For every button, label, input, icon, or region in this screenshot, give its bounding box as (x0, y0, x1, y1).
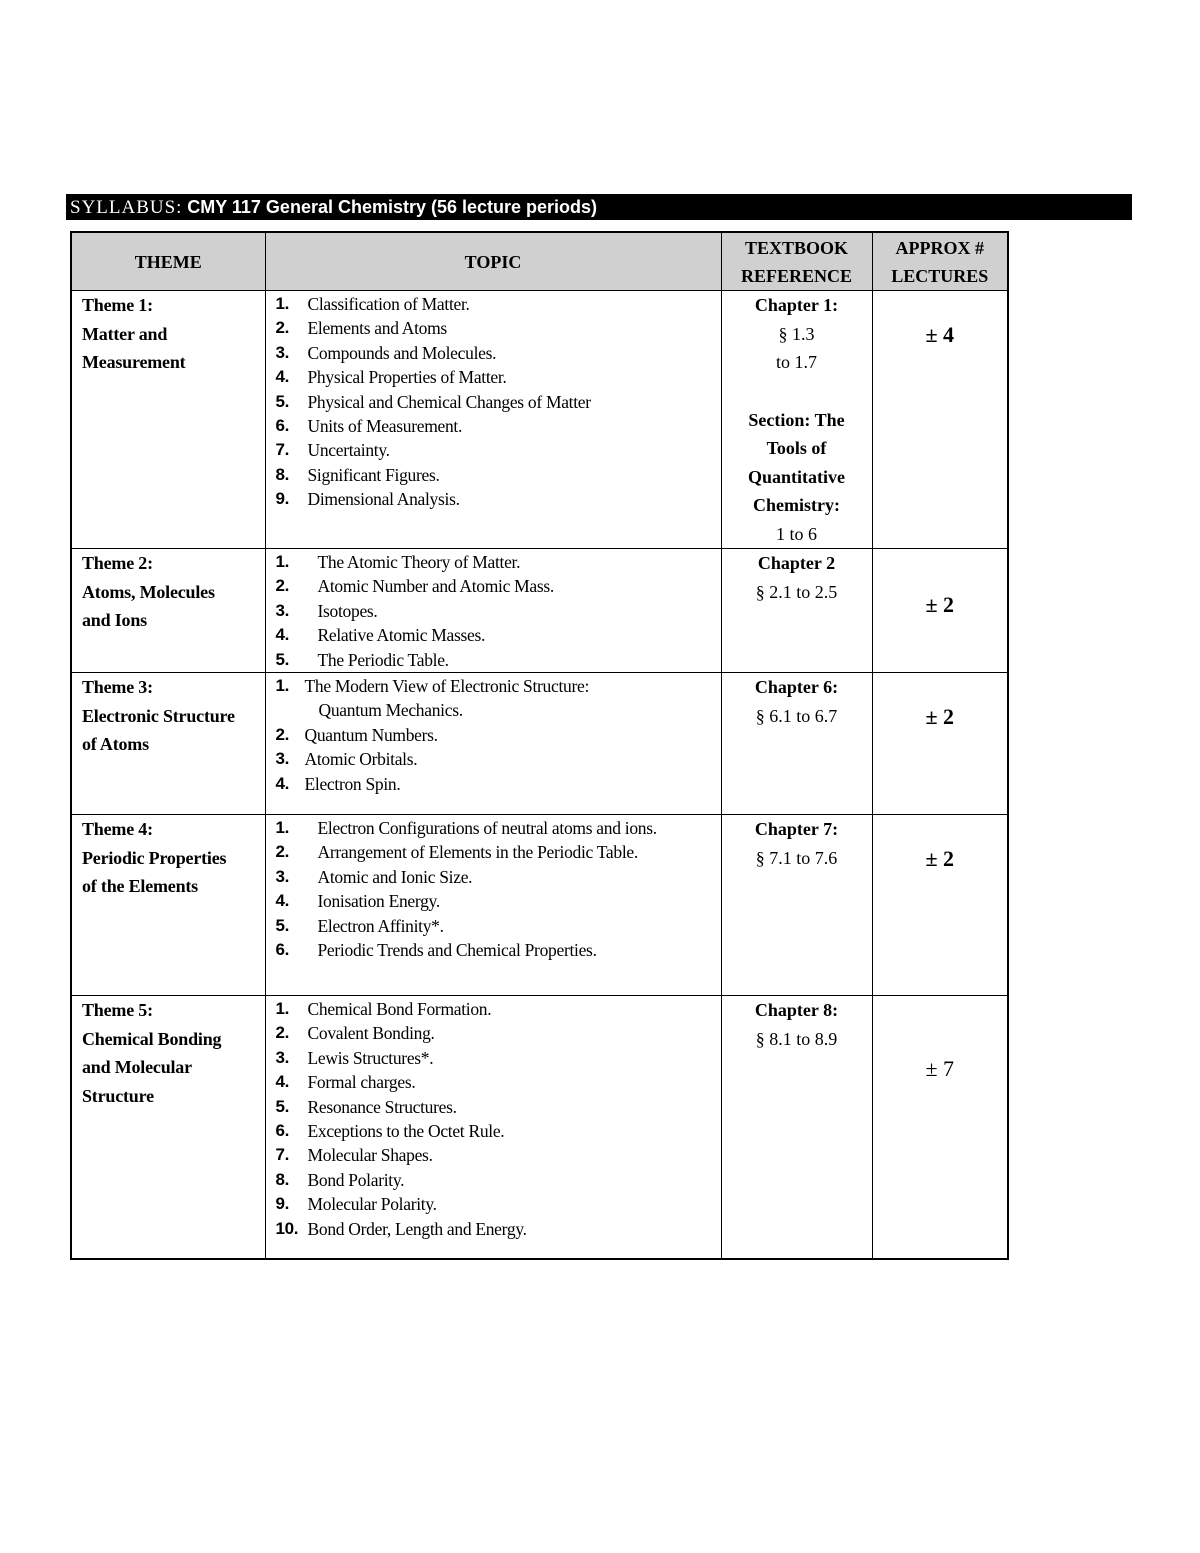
chapter-label: Chapter 7: (754, 819, 839, 840)
topic-item (266, 1192, 721, 1216)
topic-number: 8. (275, 464, 290, 484)
header-topic: TOPIC (265, 232, 721, 291)
theme-cell (71, 673, 265, 815)
topic-item (266, 1143, 721, 1167)
chapter-label: Chapter 6: (754, 677, 839, 698)
topic-item (266, 816, 701, 840)
theme-name-line: and Ions (82, 610, 147, 630)
section-range: § 1.3 (778, 323, 815, 344)
topic-number: 7. (275, 1145, 290, 1165)
topic-text: Atomic Orbitals. (304, 749, 418, 770)
topic-number: 4. (275, 891, 290, 911)
theme-row-4 (71, 815, 1008, 996)
topic-text: Isotopes. (317, 600, 378, 621)
topic-item (266, 1070, 721, 1094)
section-range: § 6.1 to 6.7 (755, 705, 838, 726)
topic-text: Uncertainty. (307, 440, 390, 461)
lecture-count: ± 7 (925, 1056, 955, 1082)
section-range: 1 to 6 (775, 523, 817, 544)
theme-name-line: Matter and (82, 323, 168, 344)
lecture-count-cell (872, 291, 1008, 549)
topic-item (266, 1046, 721, 1070)
topic-number: 6. (275, 940, 290, 960)
topic-number: 5. (275, 915, 290, 935)
theme-name-line: Periodic Properties (82, 847, 227, 868)
topic-text: Lewis Structures*. (307, 1047, 434, 1068)
topic-text: Molecular Shapes. (307, 1145, 433, 1166)
topic-item (266, 1168, 721, 1192)
section-range: § 2.1 to 2.5 (755, 581, 838, 602)
theme-name-line: Chemical Bonding (82, 1028, 222, 1049)
lecture-count: ± 4 (925, 322, 955, 347)
topic-text: Physical Properties of Matter. (307, 367, 507, 388)
topic-number: 4. (275, 773, 290, 793)
section-range: § 8.1 to 8.9 (755, 1028, 838, 1049)
lecture-count-cell (872, 673, 1008, 815)
reference-cell (721, 996, 872, 1259)
topic-number: 2. (275, 842, 290, 862)
topic-number: 3. (275, 342, 290, 362)
theme-name-line: Electronic Structure (82, 705, 235, 726)
topic-text: Atomic Number and Atomic Mass. (317, 576, 554, 597)
theme-title: Theme 2: (82, 553, 153, 573)
topic-text: Atomic and Ionic Size. (317, 866, 473, 887)
section-title: Chemistry: (753, 495, 840, 515)
topic-item (266, 550, 721, 574)
theme-name-line: Structure (82, 1085, 154, 1106)
topic-number: 2. (275, 1023, 290, 1043)
topic-number: 2. (275, 576, 290, 596)
topic-text: Electron Spin. (304, 773, 401, 794)
topic-number: 2. (275, 318, 290, 338)
topic-item (266, 365, 721, 389)
section-title: Quantitative (748, 466, 845, 487)
topic-cell (265, 549, 721, 673)
topic-text: Electron Configurations of neutral atoms and ions. (317, 818, 657, 839)
topic-number: 3. (275, 749, 290, 769)
topic-number: 1. (275, 676, 290, 696)
topic-cell (265, 291, 721, 549)
topic-item (266, 723, 721, 747)
theme-name-line: Measurement (82, 352, 186, 372)
topic-text: Elements and Atoms (307, 318, 447, 339)
header-lectures-line1: APPROX # (895, 237, 984, 258)
topic-number: 3. (275, 1047, 290, 1067)
theme-row-1 (71, 291, 1008, 549)
topic-text: Ionisation Energy. (317, 891, 440, 912)
section-title: Tools of (766, 438, 827, 458)
topic-item (266, 1021, 721, 1045)
theme-cell (71, 996, 265, 1259)
topic-text: The Atomic Theory of Matter. (317, 552, 521, 572)
header-theme: THEME (71, 232, 265, 291)
topic-text: Quantum Numbers. (304, 724, 438, 745)
topic-text: Chemical Bond Formation. (307, 999, 492, 1020)
topic-item (266, 599, 721, 623)
topic-item (266, 438, 721, 462)
section-range: to 1.7 (775, 352, 817, 372)
topic-item (266, 341, 721, 365)
topic-item (266, 840, 701, 864)
topic-item (266, 889, 701, 913)
theme-title: Theme 3: (82, 677, 153, 698)
topic-item (266, 1217, 721, 1241)
topic-item (266, 414, 721, 438)
topic-text: Physical and Chemical Changes of Matter (307, 391, 591, 412)
theme-cell (71, 549, 265, 673)
topic-item (266, 390, 721, 414)
syllabus-banner (66, 194, 1132, 220)
topic-number: 5. (275, 649, 290, 669)
lecture-count-cell (872, 815, 1008, 996)
topic-text: Classification of Matter. (307, 294, 470, 314)
topic-item (266, 747, 721, 771)
topic-item (266, 772, 721, 796)
topic-number: 1. (275, 999, 290, 1019)
topic-number: 9. (275, 1194, 290, 1214)
reference-cell (721, 673, 872, 815)
syllabus-table (70, 231, 1009, 1260)
theme-name-line: of Atoms (82, 734, 149, 755)
header-reference-line2: REFERENCE (740, 265, 852, 286)
lecture-count: ± 2 (925, 592, 955, 617)
lecture-count-cell (872, 996, 1008, 1259)
topic-item (266, 487, 721, 511)
topic-text: The Modern View of Electronic Structure: (304, 676, 590, 697)
theme-name-line: Atoms, Molecules (82, 581, 215, 602)
topic-item (266, 623, 721, 647)
topic-list (266, 997, 721, 1241)
reference-cell (721, 291, 872, 549)
topic-number: 4. (275, 625, 290, 645)
topic-text: Relative Atomic Masses. (317, 625, 486, 646)
topic-list (266, 816, 721, 962)
topic-number: 3. (275, 600, 290, 620)
topic-number: 8. (275, 1169, 290, 1189)
topic-item (266, 997, 721, 1021)
theme-title: Theme 4: (82, 819, 153, 840)
topic-text: Electron Affinity*. (317, 915, 444, 936)
header-lectures (872, 232, 1008, 291)
theme-row-2 (71, 549, 1008, 673)
topic-cell (265, 673, 721, 815)
theme-title: Theme 1: (82, 295, 153, 315)
topic-text: Resonance Structures. (307, 1096, 457, 1117)
topic-text: Exceptions to the Octet Rule. (307, 1121, 505, 1142)
topic-number: 9. (275, 489, 290, 509)
topic-number: 6. (275, 416, 290, 436)
lecture-count: ± 2 (925, 846, 955, 872)
topic-number: 10. (275, 1218, 299, 1238)
topic-number: 1. (275, 294, 290, 313)
topic-number: 4. (275, 367, 290, 387)
topic-text: The Periodic Table. (317, 649, 449, 670)
topic-text: Formal charges. (307, 1072, 416, 1093)
theme-name-line: and Molecular (82, 1057, 192, 1078)
topic-item (266, 316, 721, 340)
chapter-label: Chapter 2 (757, 553, 836, 573)
topic-list (266, 292, 721, 512)
course-title: CMY 117 General Chemistry (56 lecture periods) (187, 197, 598, 217)
banner-label: SYLLABUS: (70, 197, 183, 218)
topic-number: 6. (275, 1121, 290, 1141)
reference-cell (721, 815, 872, 996)
topic-number: 4. (275, 1072, 290, 1092)
topic-item (266, 674, 721, 723)
topic-item (266, 292, 721, 316)
theme-row-5 (71, 996, 1008, 1259)
topic-text: Bond Order, Length and Energy. (307, 1218, 527, 1239)
topic-text: Significant Figures. (307, 464, 440, 485)
topic-text: Compounds and Molecules. (307, 342, 497, 363)
topic-number: 2. (275, 724, 290, 744)
lecture-count: ± 2 (925, 704, 955, 730)
topic-number: 5. (275, 391, 290, 411)
topic-item (266, 1095, 721, 1119)
theme-cell (71, 291, 265, 549)
theme-title: Theme 5: (82, 1000, 153, 1021)
topic-item (266, 648, 721, 672)
chapter-label: Chapter 8: (754, 1000, 839, 1021)
topic-item (266, 1119, 721, 1143)
header-row (71, 232, 1008, 291)
section-range: § 7.1 to 7.6 (755, 847, 838, 868)
theme-name-line: of the Elements (82, 876, 198, 897)
lecture-count-cell (872, 549, 1008, 673)
section-title: Section: The (748, 409, 845, 430)
topic-item (266, 865, 701, 889)
topic-text: Covalent Bonding. (307, 1023, 435, 1044)
topic-text-continuation: Quantum Mechanics. (318, 700, 463, 721)
topic-item (266, 463, 721, 487)
chapter-label: Chapter 1: (754, 295, 839, 315)
topic-cell (265, 996, 721, 1259)
reference-cell (721, 549, 872, 673)
topic-number: 7. (275, 440, 290, 460)
topic-text: Dimensional Analysis. (307, 489, 460, 510)
topic-list (266, 674, 721, 796)
header-lectures-line2: LECTURES (891, 265, 989, 286)
theme-row-3 (71, 673, 1008, 815)
spacer (724, 377, 870, 406)
topic-item (266, 914, 701, 938)
topic-item (266, 938, 701, 962)
topic-number: 1. (275, 552, 290, 571)
topic-text: Arrangement of Elements in the Periodic Table. (317, 842, 638, 863)
header-reference-line1: TEXTBOOK (744, 237, 849, 258)
theme-cell (71, 815, 265, 996)
topic-number: 3. (275, 866, 290, 886)
topic-number: 1. (275, 818, 290, 838)
topic-list (266, 550, 721, 672)
header-reference (721, 232, 872, 291)
topic-text: Units of Measurement. (307, 416, 463, 437)
topic-text: Bond Polarity. (307, 1169, 405, 1190)
topic-item (266, 574, 721, 598)
topic-text: Periodic Trends and Chemical Properties. (317, 940, 597, 961)
topic-number: 5. (275, 1096, 290, 1116)
topic-text: Molecular Polarity. (307, 1194, 437, 1215)
topic-cell (265, 815, 721, 996)
